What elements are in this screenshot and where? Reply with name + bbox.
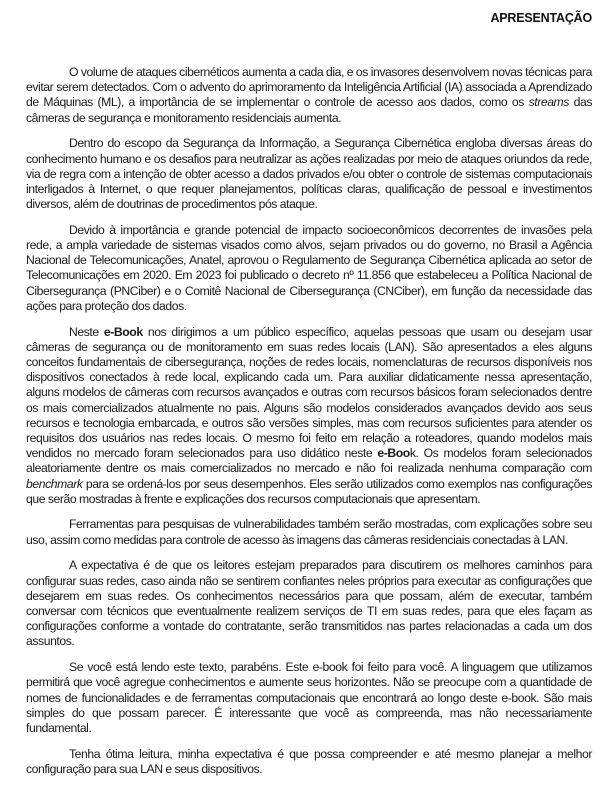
paragraph-8 (26, 747, 592, 777)
paragraph-4 (26, 325, 592, 507)
text-run: nos dirigimos a um público específico, aquelas pessoas que usam ou desejam usar câmeras de segurança ou de monitoramento em suas redes locais (LAN). São apresentados a eles alguns conceitos fundamentais de cibersegurança, noções de redes locais, nomenclaturas de recursos disponíveis nos dispositivos conectados à rede local, explicando cada um. Para auxiliar didaticamente nessa apresentação, alguns modelos de câmeras com recursos avançados e outras com recursos básicos foram selecionados dentre os mais comercializados atualmente no pais. Alguns são modelos considerados avançados devido aos seus recursos e tecnologia embarcada, e outros são versões simples, mas com recursos suficientes para atender os requisitos dos usuários nas redes locais. O mesmo foi feito em relação a roteadores, quando modelos mais vendidos no mercado foram selecionados para uso didático neste (26, 324, 592, 461)
text-run: Dentro do escopo da Segurança da Informação, a Segurança Cibernética engloba diversas áreas do conhecimento humano e os desafios para neutralizar as ações realizadas por meio de ataques oriundos da rede, via de regra com a intenção de obter acesso a dados privados e/ou obter o controle de sistemas computacionais interligados à Internet, o que requer planejamentos, políticas claras, qualificação de pessoal e investimentos diversos, além de doutrinas de procedimentos pós ataque. (26, 136, 592, 212)
text-run: para se ordená-los por seus desempenhos. Eles serão utilizados como exemplos nas configurações que serão mostradas à frente e explicações dos recursos computacionais que apresentam. (26, 476, 592, 506)
text-run: Se você está lendo este texto, parabéns. Este e-book foi feito para você. A linguagem que utilizamos permitirá que você agregue conhecimentos e aumente seus horizontes. Não se preocupe com a quantidade de nomes de funcionalidades e de ferramentas computacionais que encontrará ao longo deste e-book. São mais simples do que possam parecer. É interessante que você as compreenda, mas não necessariamente fundamental. (26, 660, 592, 735)
bold-term: e-Boo (377, 446, 410, 461)
paragraph-1 (26, 65, 592, 126)
document-page (26, 10, 592, 788)
text-run: A expectativa é de que os leitores estejam preparados para discutirem os melhores caminhos para configurar suas redes, caso ainda não se sentirem confiantes neles próprios para executar as configurações que desejarem em suas redes. Os conhecimentos necessários para que possam, além de executar, também conversar com técnicos que eventualmente realizem serviços de TI em suas redes, para que eles façam as configurações conforme a vontade do contratante, serão transmitidos nas partes relacionadas a cada um dos assuntos. (26, 558, 592, 649)
text-run: Neste (69, 324, 104, 339)
text-run: Ferramentas para pesquisas de vulnerabilidades também serão mostradas, com explicações sobre seu uso, assim como medidas para controle de acesso às imagens das câmeras residenciais conectadas à LAN. (26, 517, 592, 547)
text-run: Tenha ótima leitura, minha expectativa é que possa compreender e até mesmo planejar a melhor configuração para sua LAN e seus dispositivos. (26, 746, 592, 776)
text-run: k. Os modelos foram selecionados aleatoriamente dentre os mais comercializados no mercado e não foi realizada nenhuma comparação com (26, 446, 592, 476)
paragraph-7 (26, 660, 592, 736)
emphasis-term: streams (528, 95, 569, 110)
text-run: das câmeras de segurança e monitoramento residenciais aumenta. (26, 95, 593, 125)
section-title: APRESENTAÇÃO (490, 11, 592, 25)
text-run: Devido à importância e grande potencial de impacto socioeconômicos decorrentes de invasões pela rede, a ampla variedade de sistemas visados como alvos, sejam privados ou do governo, no Brasil a Agência Nacional de Telecomunicações, Anatel, aprovou o Regulamento de Segurança Cibernética aplicada ao setor de Telecomunicações em 2020. Em 2023 foi publicado o decreto nº 11.856 que estabeleceu a Política Nacional de Cibersegurança (PNCiber) e o Comitê Nacional de Cibersegurança (CNCiber), em função da necessidade das ações para proteção dos dados. (26, 222, 592, 313)
paragraph-3 (26, 223, 592, 314)
paragraph-6 (26, 558, 592, 649)
text-run: O volume de ataques cibernéticos aumenta a cada dia, e os invasores desenvolvem novas técnicas para evitar serem detectados. Com o advento do aprimoramento da Inteligência Artificial (IA) associada a Aprendizado de Máquinas (ML), a importância de se implementar o controle de acesso aos dados, como os (26, 65, 592, 110)
emphasis-term: benchmark (26, 476, 83, 491)
bold-term: e-Book (103, 324, 143, 339)
paragraph-5 (26, 517, 592, 547)
paragraph-2 (26, 136, 592, 212)
document-body (26, 65, 592, 777)
